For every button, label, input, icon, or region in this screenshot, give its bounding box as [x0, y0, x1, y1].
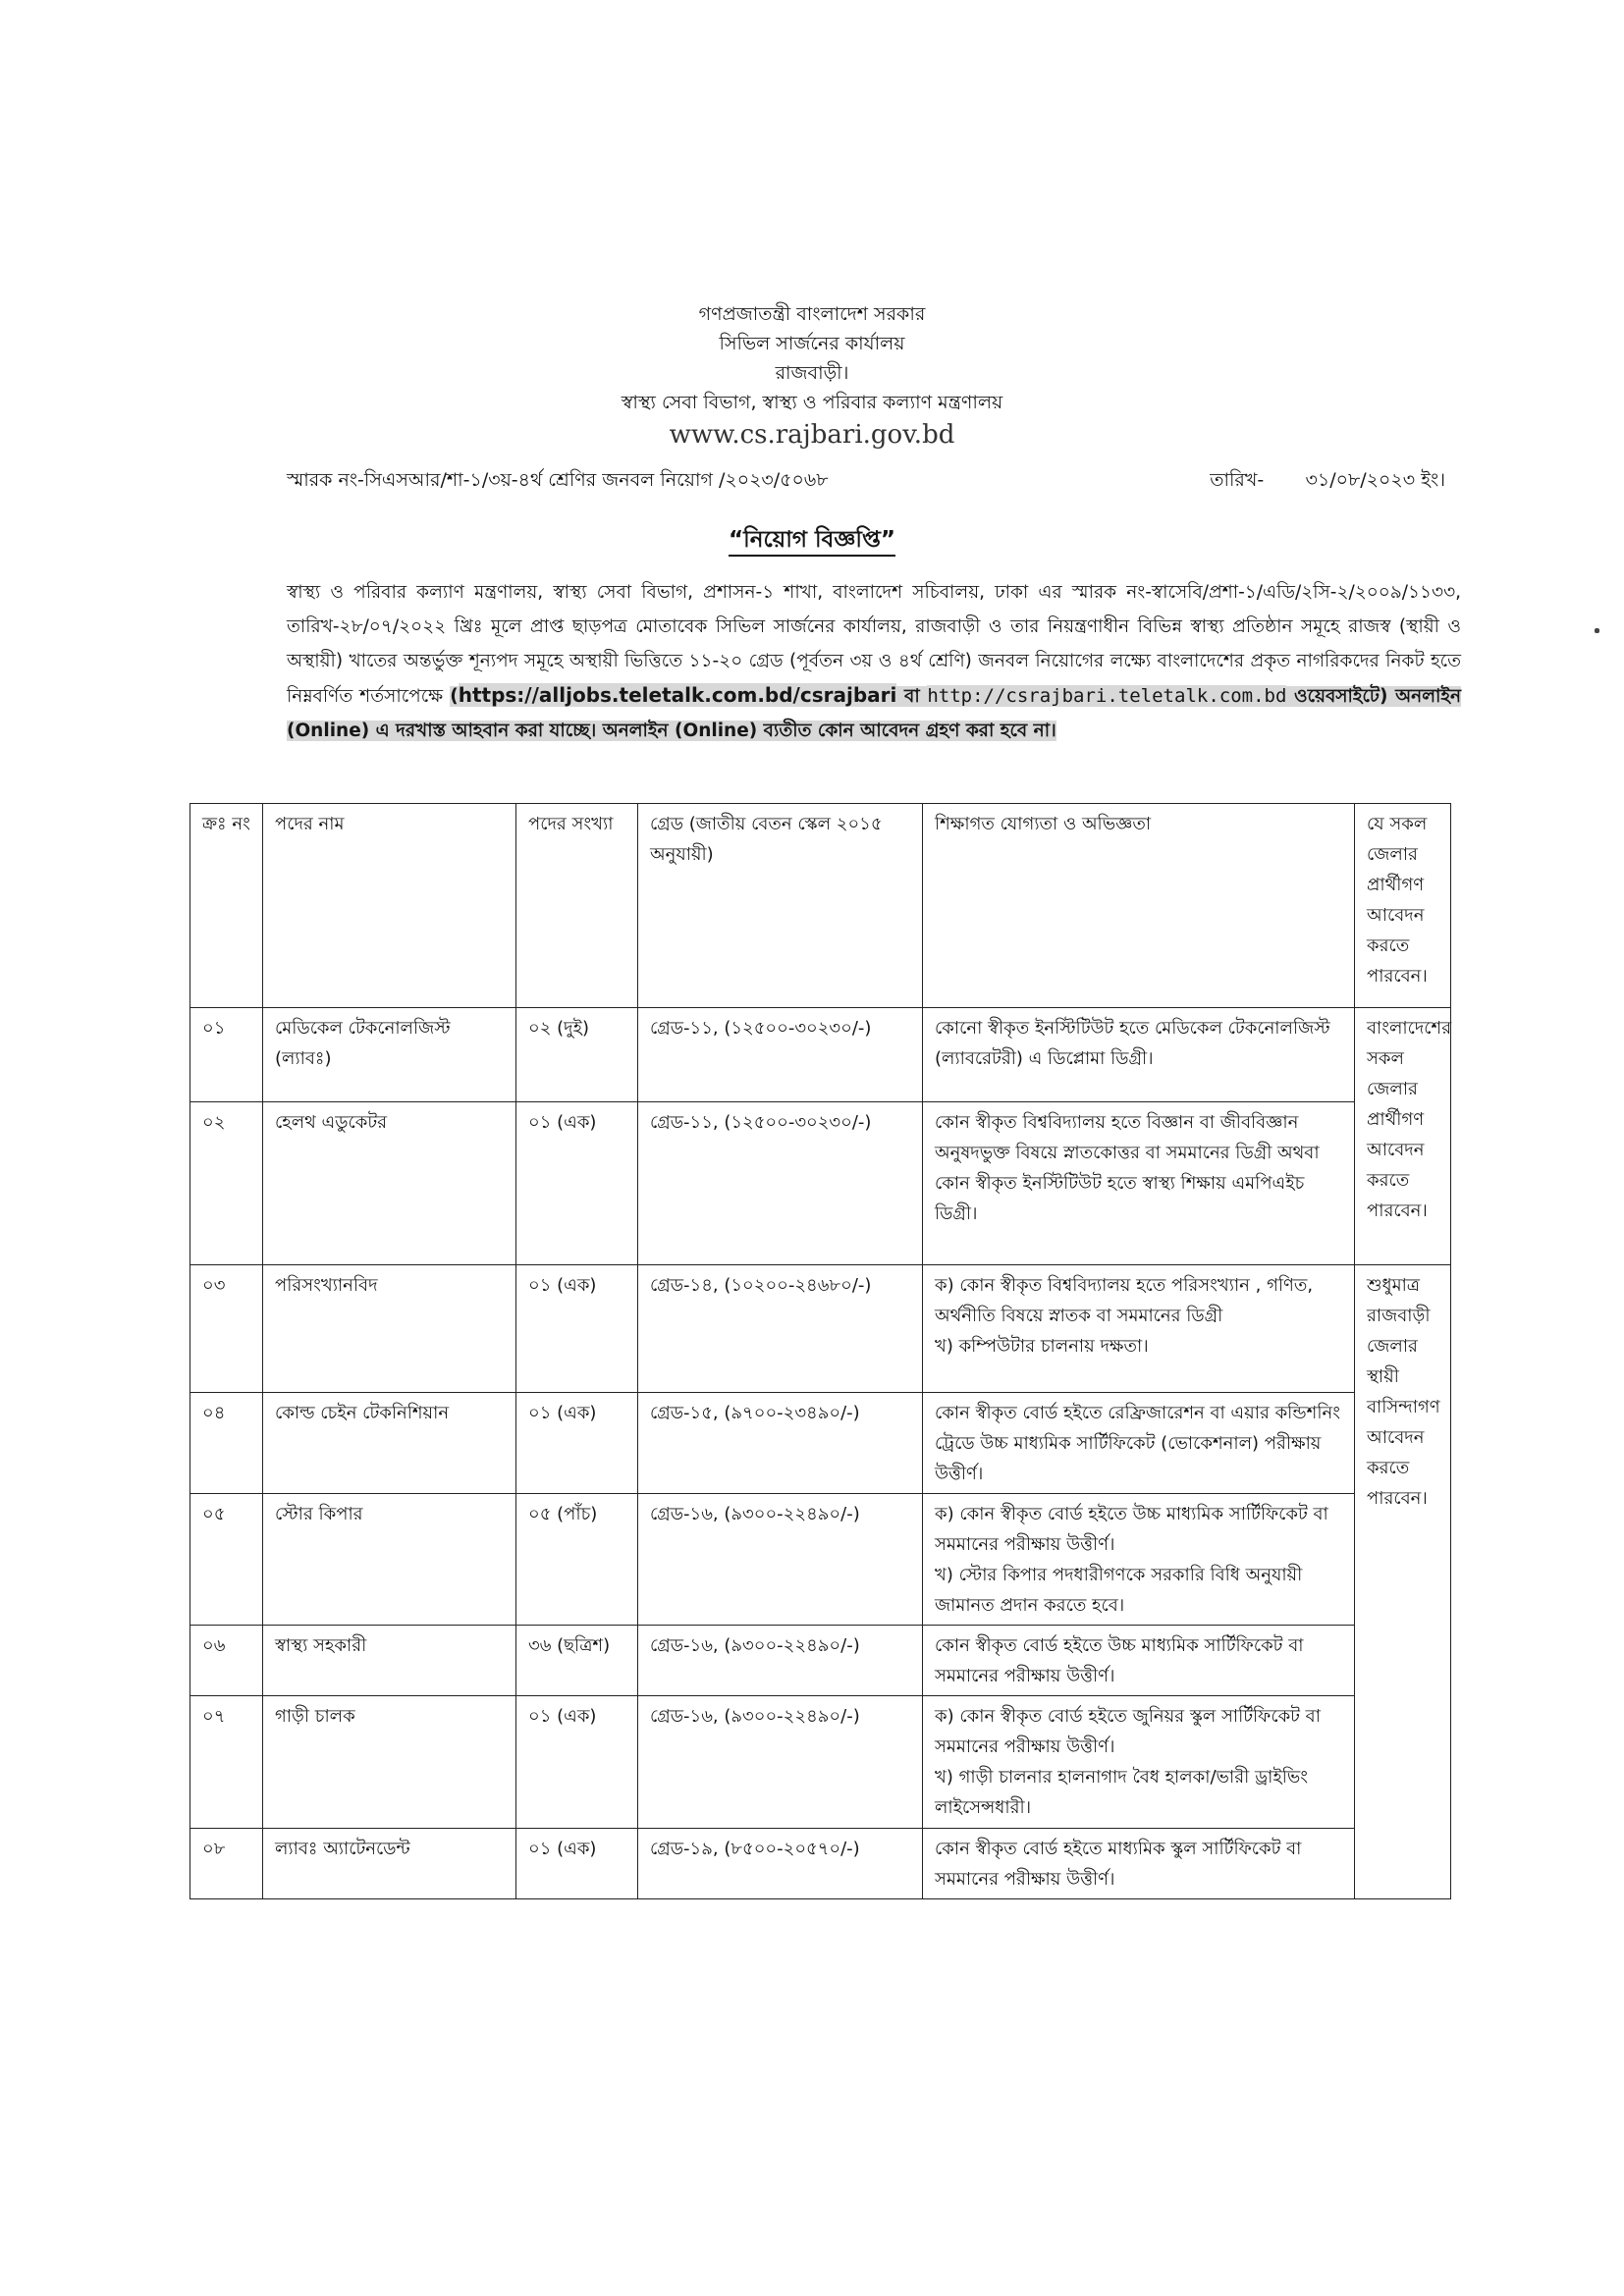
row-serial: ০৭ [190, 1696, 263, 1829]
row-post: ল্যাবঃ অ্যাটেনডেন্ট [263, 1829, 516, 1899]
row-count: ০১ (এক) [516, 1265, 638, 1393]
qualification-line: ক) কোন স্বীকৃত বোর্ড হইতে উচ্চ মাধ্যমিক সার্টিফিকেট বা সমমানের পরীক্ষায় উত্তীর্ণ। [935, 1504, 1328, 1555]
row-grade: গ্রেড-১৪, (১০২০০-২৪৬৮০/-) [638, 1265, 923, 1393]
row-qualification [923, 1393, 1355, 1494]
row-qualification [923, 1829, 1355, 1899]
row-grade: গ্রেড-১১, (১২৫০০-৩০২৩০/-) [638, 1102, 923, 1265]
qualification-line: ক) কোন স্বীকৃত বোর্ড হইতে জুনিয়র স্কুল সার্টিফিকেট বা সমমানের পরীক্ষায় উত্তীর্ণ। [935, 1706, 1321, 1757]
qualification-line: ক) কোন স্বীকৃত বিশ্ববিদ্যালয় হতে পরিসংখ্যান , গণিত, অর্থনীতি বিষয়ে স্নাতক বা সমমানের ডিগ্রী [935, 1275, 1314, 1326]
header-post: পদের নাম [263, 804, 516, 1008]
row-grade: গ্রেড-১১, (১২৫০০-৩০২৩০/-) [638, 1008, 923, 1102]
row-qualification [923, 1626, 1355, 1696]
memo-number: স্মারক নং-সিএসআর/শা-১/৩য়-৪র্থ শ্রেণির জনবল নিয়োগ /২০২৩/৫০৬৮ [287, 469, 829, 491]
row-grade: গ্রেড-১৬, (৯৩০০-২২৪৯০/-) [638, 1494, 923, 1626]
notice-body [287, 575, 1461, 748]
office-location: রাজবাড়ী। [775, 362, 849, 384]
row-qualification [923, 1494, 1355, 1626]
qualification-line: খ) কম্পিউটার চালনায় দক্ষতা। [935, 1336, 1149, 1357]
row-count: ০১ (এক) [516, 1829, 638, 1899]
table-row [190, 1829, 1451, 1899]
row-post: স্বাস্থ্য সহকারী [263, 1626, 516, 1696]
row-post: গাড়ী চালক [263, 1696, 516, 1829]
header-serial: ক্রঃ নং [190, 804, 263, 1008]
body-text-2: ওয়েবসাইটে) অনলাইন (Online) এ দরখাস্ত আহবান করা যাচ্ছে। অনলাইন (Online) ব্যতীত কোন আবেদন গ্রহণ করা হবে না। [287, 686, 1462, 741]
row-post: স্টোর কিপার [263, 1494, 516, 1626]
row-serial: ০৪ [190, 1393, 263, 1494]
office-name: সিভিল সার্জনের কার্যালয় [719, 333, 905, 354]
row-count: ০১ (এক) [516, 1393, 638, 1494]
table-row [190, 1265, 1451, 1393]
office-website[interactable]: www.cs.rajbari.gov.bd [669, 420, 955, 450]
apply-url-2[interactable]: http://csrajbari.teletalk.com.bd [927, 685, 1287, 707]
table-row [190, 1393, 1451, 1494]
eligibility-local: শুধুমাত্র রাজবাড়ী জেলার স্থায়ী বাসিন্দাগণ আবেদন করতে পারবেন। [1355, 1265, 1451, 1899]
row-grade: গ্রেড-১৯, (৮৫০০-২০৫৭০/-) [638, 1829, 923, 1899]
table-row [190, 1626, 1451, 1696]
row-count: ০৫ (পাঁচ) [516, 1494, 638, 1626]
row-serial: ০২ [190, 1102, 263, 1265]
body-or: বা [896, 686, 928, 707]
notice-title-text: “নিয়োগ বিজ্ঞপ্তি” [729, 527, 895, 557]
ministry-name: স্বাস্থ্য সেবা বিভাগ, স্বাস্থ্য ও পরিবার কল্যাণ মন্ত্রণালয় [621, 392, 1003, 413]
table-row [190, 1696, 1451, 1829]
header-grade: গ্রেড (জাতীয় বেতন স্কেল ২০১৫ অনুযায়ী) [638, 804, 923, 1008]
row-count: ৩৬ (ছত্রিশ) [516, 1626, 638, 1696]
row-serial: ০৩ [190, 1265, 263, 1393]
notice-title [0, 521, 1624, 560]
qualification-line: কোন স্বীকৃত বোর্ড হইতে উচ্চ মাধ্যমিক সার্টিফিকেট বা সমমানের পরীক্ষায় উত্তীর্ণ। [935, 1635, 1304, 1686]
row-qualification [923, 1102, 1355, 1265]
body-text-1: স্বাস্থ্য ও পরিবার কল্যাণ মন্ত্রণালয়, স্বাস্থ্য সেবা বিভাগ, প্রশাসন-১ শাখা, বাংলাদেশ সচিবালয়, ঢাকা এর স্মারক নং-স্বাসেবি/প্রশা-১/এডি/২সি-২/২০০৯/১১৩৩, তারিখ-২৮/০৭/২০২২ খ্রিঃ মূলে প্রাপ্ত ছাড়পত্র মোতাবেক সিভিল সার্জনের কার্যালয়, রাজবাড়ী ও তার নিয়ন্ত্রণাধীন বিভিন্ন স্বাস্থ্য প্রতিষ্ঠান সমূহে রাজস্ব (স্থায়ী ও অস্থায়ী) খাতের অন্তর্ভুক্ত শূন্যপদ সমূহে অস্থায়ী ভিত্তিতে ১১-২০ গ্রেড (পূর্বতন ৩য় ও ৪র্থ শ্রেণি) জনবল নিয়োগের লক্ষ্যে বাংলাদেশের প্রকৃত নাগরিকদের নিকট হতে নিম্নবর্ণিত শর্তসাপেক্ষে [287, 582, 1461, 707]
table-row [190, 1008, 1451, 1102]
row-grade: গ্রেড-১৬, (৯৩০০-২২৪৯০/-) [638, 1626, 923, 1696]
row-count: ০১ (এক) [516, 1102, 638, 1265]
row-post: হেলথ এডুকেটর [263, 1102, 516, 1265]
vacancy-table [189, 803, 1451, 1899]
apply-url-1[interactable]: https://alljobs.teletalk.com.bd/csrajbari [458, 683, 897, 707]
row-grade: গ্রেড-১৫, (৯৭০০-২৩৪৯০/-) [638, 1393, 923, 1494]
row-qualification [923, 1008, 1355, 1102]
memo-date-value: ৩১/০৮/২০২৩ ইং। [1305, 469, 1445, 491]
row-count: ০১ (এক) [516, 1696, 638, 1829]
scan-dot [1595, 628, 1599, 633]
table-row [190, 1494, 1451, 1626]
qualification-line: কোন স্বীকৃত বোর্ড হইতে রেফ্রিজারেশন বা এয়ার কন্ডিশনিং ট্রেডে উচ্চ মাধ্যমিক সার্টিফিকেট (ভোকেশনাল) পরীক্ষায় উত্তীর্ণ। [935, 1403, 1340, 1484]
qualification-line: কোন স্বীকৃত বোর্ড হইতে মাধ্যমিক স্কুল সার্টিফিকেট বা সমমানের পরীক্ষায় উত্তীর্ণ। [935, 1839, 1302, 1890]
memo-date [1210, 466, 1445, 498]
eligibility-all-districts: বাংলাদেশের সকল জেলার প্রার্থীগণ আবেদন করতে পারবেন। [1355, 1008, 1451, 1265]
row-qualification [923, 1696, 1355, 1829]
header-qualification: শিক্ষাগত যোগ্যতা ও অভিজ্ঞতা [923, 804, 1355, 1008]
qualification-line: খ) গাড়ী চালনার হালনাগাদ বৈধ হালকা/ভারী ড্রাইভিং লাইসেন্সধারী। [935, 1767, 1309, 1818]
row-serial: ০৫ [190, 1494, 263, 1626]
body-paren: ( [450, 686, 459, 707]
header-eligible: যে সকল জেলার প্রার্থীগণ আবেদন করতে পারবেন। [1355, 804, 1451, 1008]
row-post: পরিসংখ্যানবিদ [263, 1265, 516, 1393]
memo-row [287, 466, 1445, 498]
row-post: কোল্ড চেইন টেকনিশিয়ান [263, 1393, 516, 1494]
row-serial: ০১ [190, 1008, 263, 1102]
qualification-line: খ) স্টোর কিপার পদধারীগণকে সরকারি বিধি অনুযায়ী জামানত প্রদান করতে হবে। [935, 1565, 1303, 1616]
govt-name: গণপ্রজাতন্ত্রী বাংলাদেশ সরকার [698, 303, 926, 325]
memo-date-label: তারিখ- [1210, 469, 1265, 491]
header-count: পদের সংখ্যা [516, 804, 638, 1008]
table-header-row [190, 804, 1451, 1008]
row-grade: গ্রেড-১৬, (৯৩০০-২২৪৯০/-) [638, 1696, 923, 1829]
qualification-line: কোনো স্বীকৃত ইনস্টিটিউট হতে মেডিকেল টেকনোলজিস্ট (ল্যাবরেটরী) এ ডিপ্লোমা ডিগ্রী। [935, 1018, 1330, 1069]
office-header [0, 299, 1624, 453]
row-serial: ০৬ [190, 1626, 263, 1696]
table-row [190, 1102, 1451, 1265]
row-post: মেডিকেল টেকনোলজিস্ট (ল্যাবঃ) [263, 1008, 516, 1102]
qualification-line: কোন স্বীকৃত বিশ্ববিদ্যালয় হতে বিজ্ঞান বা জীববিজ্ঞান অনুষদভুক্ত বিষয়ে স্নাতকোত্তর বা সমমানের ডিগ্রী অথবা কোন স্বীকৃত ইনস্টিটিউট হতে স্বাস্থ্য শিক্ষায় এমপিএইচ ডিগ্রী। [935, 1112, 1320, 1224]
row-qualification [923, 1265, 1355, 1393]
row-serial: ০৮ [190, 1829, 263, 1899]
row-count: ০২ (দুই) [516, 1008, 638, 1102]
